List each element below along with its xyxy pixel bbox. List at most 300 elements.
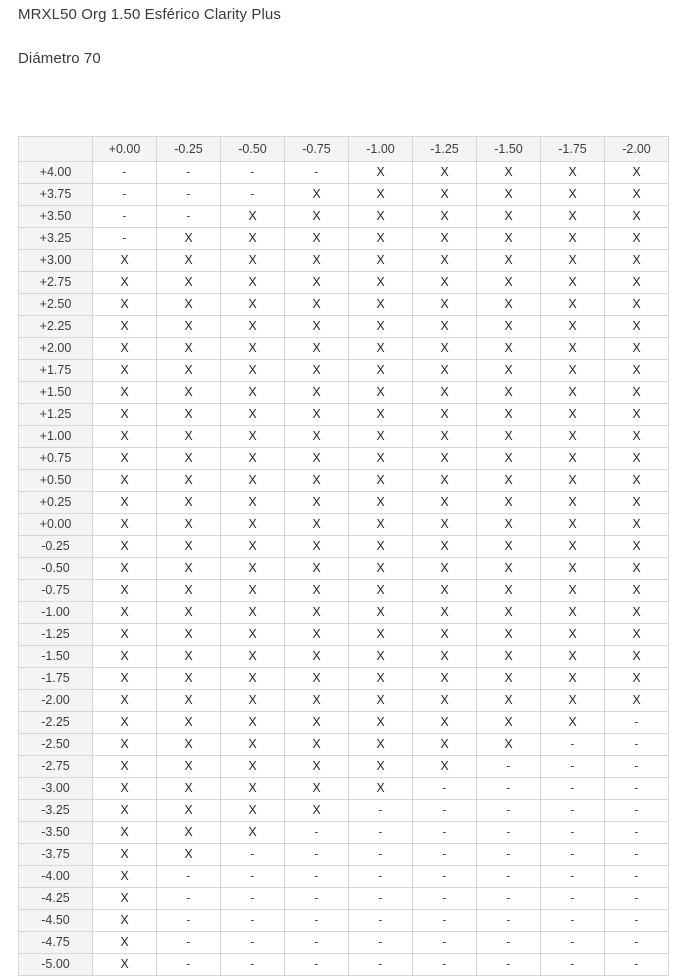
matrix-cell-available: X	[285, 734, 349, 756]
table-row	[19, 558, 669, 580]
matrix-cell-available: X	[477, 250, 541, 272]
matrix-col-header: -0.50	[221, 137, 285, 162]
matrix-cell-available: X	[605, 426, 669, 448]
matrix-cell-available: X	[285, 360, 349, 382]
matrix-cell-unavailable: -	[541, 822, 605, 844]
matrix-cell-available: X	[157, 250, 221, 272]
matrix-cell-unavailable: -	[477, 866, 541, 888]
matrix-cell-unavailable: -	[477, 756, 541, 778]
matrix-cell-unavailable: -	[605, 800, 669, 822]
matrix-cell-available: X	[93, 492, 157, 514]
matrix-cell-available: X	[349, 536, 413, 558]
matrix-cell-unavailable: -	[349, 866, 413, 888]
matrix-cell-available: X	[221, 492, 285, 514]
matrix-cell-unavailable: -	[605, 756, 669, 778]
matrix-row-header: +4.00	[19, 162, 93, 184]
matrix-cell-available: X	[157, 294, 221, 316]
matrix-cell-unavailable: -	[477, 822, 541, 844]
matrix-cell-unavailable: -	[157, 206, 221, 228]
matrix-cell-unavailable: -	[349, 910, 413, 932]
matrix-cell-available: X	[541, 228, 605, 250]
matrix-cell-available: X	[605, 250, 669, 272]
matrix-cell-available: X	[541, 426, 605, 448]
matrix-cell-available: X	[477, 316, 541, 338]
matrix-row-header: -4.25	[19, 888, 93, 910]
matrix-cell-available: X	[541, 316, 605, 338]
matrix-cell-available: X	[541, 294, 605, 316]
matrix-cell-available: X	[349, 162, 413, 184]
matrix-cell-available: X	[605, 206, 669, 228]
table-row	[19, 756, 669, 778]
matrix-cell-unavailable: -	[541, 800, 605, 822]
matrix-cell-available: X	[221, 734, 285, 756]
matrix-cell-available: X	[413, 294, 477, 316]
matrix-cell-available: X	[605, 448, 669, 470]
matrix-cell-unavailable: -	[349, 888, 413, 910]
matrix-cell-available: X	[157, 822, 221, 844]
matrix-cell-available: X	[605, 360, 669, 382]
matrix-row-header: -0.75	[19, 580, 93, 602]
matrix-row-header: -0.25	[19, 536, 93, 558]
matrix-cell-available: X	[541, 382, 605, 404]
matrix-cell-unavailable: -	[413, 822, 477, 844]
matrix-cell-available: X	[93, 338, 157, 360]
matrix-cell-available: X	[413, 668, 477, 690]
matrix-cell-unavailable: -	[413, 888, 477, 910]
matrix-cell-available: X	[93, 778, 157, 800]
matrix-cell-available: X	[541, 580, 605, 602]
matrix-cell-available: X	[413, 162, 477, 184]
matrix-cell-available: X	[349, 184, 413, 206]
matrix-cell-available: X	[349, 206, 413, 228]
matrix-cell-unavailable: -	[413, 866, 477, 888]
matrix-cell-available: X	[349, 558, 413, 580]
matrix-cell-available: X	[349, 602, 413, 624]
matrix-cell-available: X	[285, 646, 349, 668]
matrix-cell-unavailable: -	[285, 844, 349, 866]
matrix-cell-available: X	[285, 404, 349, 426]
matrix-row-header: -3.50	[19, 822, 93, 844]
matrix-cell-available: X	[93, 888, 157, 910]
table-row	[19, 360, 669, 382]
matrix-row-header: +1.50	[19, 382, 93, 404]
matrix-cell-available: X	[605, 646, 669, 668]
matrix-cell-unavailable: -	[221, 888, 285, 910]
table-row	[19, 470, 669, 492]
matrix-cell-available: X	[221, 800, 285, 822]
matrix-cell-available: X	[605, 272, 669, 294]
matrix-cell-available: X	[93, 668, 157, 690]
matrix-row-header: +2.75	[19, 272, 93, 294]
table-row	[19, 844, 669, 866]
table-row	[19, 184, 669, 206]
matrix-cell-available: X	[285, 448, 349, 470]
matrix-cell-available: X	[541, 668, 605, 690]
matrix-cell-available: X	[157, 756, 221, 778]
matrix-cell-available: X	[477, 162, 541, 184]
matrix-cell-available: X	[157, 316, 221, 338]
matrix-cell-unavailable: -	[605, 778, 669, 800]
matrix-cell-available: X	[221, 206, 285, 228]
matrix-cell-available: X	[93, 470, 157, 492]
matrix-cell-available: X	[413, 250, 477, 272]
matrix-cell-available: X	[477, 404, 541, 426]
matrix-row-header: -1.25	[19, 624, 93, 646]
matrix-cell-unavailable: -	[157, 888, 221, 910]
matrix-row-header: -2.75	[19, 756, 93, 778]
matrix-cell-available: X	[477, 184, 541, 206]
matrix-cell-unavailable: -	[221, 184, 285, 206]
matrix-cell-available: X	[157, 668, 221, 690]
matrix-cell-available: X	[413, 712, 477, 734]
matrix-cell-available: X	[349, 426, 413, 448]
matrix-cell-available: X	[221, 712, 285, 734]
matrix-cell-available: X	[93, 822, 157, 844]
matrix-row-header: +0.75	[19, 448, 93, 470]
matrix-cell-available: X	[285, 514, 349, 536]
matrix-cell-available: X	[93, 954, 157, 976]
matrix-cell-available: X	[349, 492, 413, 514]
matrix-col-header: -1.25	[413, 137, 477, 162]
table-row	[19, 294, 669, 316]
matrix-cell-available: X	[285, 228, 349, 250]
matrix-cell-unavailable: -	[349, 800, 413, 822]
matrix-cell-available: X	[349, 360, 413, 382]
matrix-cell-available: X	[413, 536, 477, 558]
matrix-cell-available: X	[477, 382, 541, 404]
matrix-row-header: -1.50	[19, 646, 93, 668]
availability-matrix-container	[18, 136, 668, 976]
matrix-row-header: -2.25	[19, 712, 93, 734]
matrix-cell-available: X	[605, 668, 669, 690]
matrix-cell-available: X	[285, 294, 349, 316]
matrix-cell-available: X	[285, 426, 349, 448]
table-row	[19, 954, 669, 976]
matrix-cell-available: X	[349, 382, 413, 404]
matrix-cell-unavailable: -	[221, 932, 285, 954]
matrix-row-header: -4.75	[19, 932, 93, 954]
matrix-cell-unavailable: -	[285, 866, 349, 888]
matrix-cell-available: X	[477, 294, 541, 316]
table-row	[19, 448, 669, 470]
matrix-cell-available: X	[221, 536, 285, 558]
table-row	[19, 866, 669, 888]
matrix-cell-available: X	[605, 162, 669, 184]
matrix-cell-available: X	[157, 448, 221, 470]
table-row	[19, 690, 669, 712]
matrix-cell-available: X	[157, 228, 221, 250]
matrix-cell-available: X	[93, 536, 157, 558]
matrix-row-header: +3.75	[19, 184, 93, 206]
matrix-cell-unavailable: -	[605, 712, 669, 734]
matrix-cell-available: X	[221, 316, 285, 338]
table-row	[19, 404, 669, 426]
matrix-cell-unavailable: -	[541, 932, 605, 954]
matrix-row-header: -3.25	[19, 800, 93, 822]
matrix-cell-available: X	[221, 514, 285, 536]
matrix-cell-unavailable: -	[157, 910, 221, 932]
matrix-cell-available: X	[413, 756, 477, 778]
matrix-row-header: -4.50	[19, 910, 93, 932]
matrix-cell-available: X	[285, 206, 349, 228]
matrix-cell-available: X	[605, 382, 669, 404]
matrix-cell-unavailable: -	[221, 162, 285, 184]
matrix-cell-available: X	[477, 668, 541, 690]
table-row	[19, 580, 669, 602]
matrix-row-header: +1.75	[19, 360, 93, 382]
matrix-cell-available: X	[349, 646, 413, 668]
matrix-cell-available: X	[157, 470, 221, 492]
matrix-cell-available: X	[349, 668, 413, 690]
matrix-cell-available: X	[285, 492, 349, 514]
matrix-cell-available: X	[285, 756, 349, 778]
matrix-cell-unavailable: -	[605, 932, 669, 954]
matrix-cell-available: X	[221, 360, 285, 382]
matrix-cell-available: X	[221, 426, 285, 448]
matrix-cell-available: X	[605, 602, 669, 624]
matrix-cell-available: X	[541, 404, 605, 426]
matrix-cell-available: X	[157, 382, 221, 404]
matrix-row-header: -2.00	[19, 690, 93, 712]
matrix-cell-available: X	[221, 338, 285, 360]
matrix-cell-available: X	[285, 800, 349, 822]
matrix-row-header: +3.00	[19, 250, 93, 272]
matrix-cell-available: X	[285, 602, 349, 624]
matrix-cell-available: X	[93, 844, 157, 866]
matrix-cell-available: X	[93, 404, 157, 426]
matrix-cell-available: X	[93, 624, 157, 646]
matrix-cell-available: X	[477, 426, 541, 448]
matrix-cell-available: X	[221, 668, 285, 690]
matrix-cell-unavailable: -	[285, 888, 349, 910]
matrix-cell-available: X	[285, 624, 349, 646]
matrix-cell-available: X	[541, 690, 605, 712]
matrix-cell-available: X	[93, 272, 157, 294]
matrix-cell-available: X	[413, 470, 477, 492]
matrix-cell-available: X	[605, 690, 669, 712]
matrix-cell-available: X	[349, 756, 413, 778]
matrix-cell-available: X	[93, 734, 157, 756]
matrix-cell-available: X	[541, 536, 605, 558]
matrix-row-header: +2.25	[19, 316, 93, 338]
matrix-cell-unavailable: -	[157, 184, 221, 206]
matrix-cell-unavailable: -	[541, 954, 605, 976]
matrix-cell-available: X	[349, 294, 413, 316]
matrix-cell-available: X	[541, 602, 605, 624]
matrix-cell-available: X	[349, 338, 413, 360]
matrix-cell-available: X	[349, 228, 413, 250]
matrix-cell-available: X	[413, 184, 477, 206]
matrix-row-header: -1.75	[19, 668, 93, 690]
table-row	[19, 778, 669, 800]
matrix-cell-available: X	[477, 536, 541, 558]
matrix-cell-available: X	[477, 712, 541, 734]
matrix-cell-unavailable: -	[477, 778, 541, 800]
matrix-cell-available: X	[413, 624, 477, 646]
matrix-cell-unavailable: -	[221, 844, 285, 866]
matrix-cell-unavailable: -	[349, 954, 413, 976]
matrix-cell-available: X	[285, 558, 349, 580]
matrix-cell-available: X	[413, 690, 477, 712]
table-row	[19, 250, 669, 272]
matrix-cell-unavailable: -	[541, 734, 605, 756]
matrix-cell-unavailable: -	[541, 756, 605, 778]
matrix-cell-unavailable: -	[477, 954, 541, 976]
matrix-cell-available: X	[349, 624, 413, 646]
matrix-cell-unavailable: -	[541, 910, 605, 932]
matrix-cell-available: X	[93, 690, 157, 712]
table-row	[19, 228, 669, 250]
matrix-cell-available: X	[605, 470, 669, 492]
matrix-cell-unavailable: -	[157, 866, 221, 888]
matrix-cell-unavailable: -	[157, 954, 221, 976]
matrix-cell-available: X	[285, 536, 349, 558]
table-row	[19, 646, 669, 668]
matrix-row-header: +0.25	[19, 492, 93, 514]
matrix-cell-available: X	[221, 382, 285, 404]
matrix-cell-available: X	[413, 646, 477, 668]
matrix-cell-unavailable: -	[541, 844, 605, 866]
matrix-cell-available: X	[605, 338, 669, 360]
matrix-cell-available: X	[349, 272, 413, 294]
matrix-cell-available: X	[93, 646, 157, 668]
page-title: MRXL50 Org 1.50 Esférico Clarity Plus	[18, 6, 281, 23]
matrix-cell-available: X	[93, 448, 157, 470]
matrix-cell-unavailable: -	[93, 206, 157, 228]
matrix-cell-unavailable: -	[157, 932, 221, 954]
matrix-cell-available: X	[157, 580, 221, 602]
matrix-row-header: +3.50	[19, 206, 93, 228]
matrix-cell-unavailable: -	[157, 162, 221, 184]
matrix-cell-available: X	[477, 514, 541, 536]
matrix-cell-available: X	[541, 448, 605, 470]
matrix-cell-available: X	[221, 250, 285, 272]
matrix-cell-available: X	[413, 404, 477, 426]
matrix-cell-available: X	[477, 624, 541, 646]
matrix-cell-available: X	[477, 558, 541, 580]
matrix-cell-available: X	[477, 646, 541, 668]
matrix-cell-unavailable: -	[413, 778, 477, 800]
matrix-cell-available: X	[221, 294, 285, 316]
matrix-row-header: +3.25	[19, 228, 93, 250]
matrix-cell-available: X	[477, 690, 541, 712]
matrix-cell-available: X	[285, 778, 349, 800]
matrix-cell-available: X	[285, 250, 349, 272]
matrix-cell-available: X	[541, 624, 605, 646]
table-row	[19, 316, 669, 338]
matrix-cell-available: X	[349, 470, 413, 492]
matrix-cell-available: X	[157, 690, 221, 712]
matrix-cell-available: X	[157, 734, 221, 756]
table-row	[19, 822, 669, 844]
matrix-row-header: +1.00	[19, 426, 93, 448]
matrix-cell-available: X	[541, 360, 605, 382]
matrix-cell-available: X	[93, 910, 157, 932]
matrix-col-header: -2.00	[605, 137, 669, 162]
matrix-row-header: +2.00	[19, 338, 93, 360]
matrix-cell-unavailable: -	[541, 778, 605, 800]
matrix-cell-available: X	[541, 646, 605, 668]
matrix-cell-available: X	[605, 536, 669, 558]
matrix-col-header: -1.50	[477, 137, 541, 162]
matrix-cell-unavailable: -	[477, 800, 541, 822]
matrix-cell-available: X	[349, 690, 413, 712]
matrix-cell-available: X	[477, 492, 541, 514]
table-row	[19, 800, 669, 822]
matrix-cell-available: X	[221, 272, 285, 294]
matrix-col-header: -0.75	[285, 137, 349, 162]
matrix-cell-available: X	[221, 404, 285, 426]
matrix-cell-available: X	[93, 382, 157, 404]
matrix-header-row	[19, 137, 669, 162]
matrix-row-header: -1.00	[19, 602, 93, 624]
matrix-cell-available: X	[605, 580, 669, 602]
matrix-cell-available: X	[349, 404, 413, 426]
matrix-cell-unavailable: -	[349, 822, 413, 844]
matrix-cell-available: X	[541, 492, 605, 514]
matrix-cell-available: X	[477, 338, 541, 360]
table-row	[19, 734, 669, 756]
matrix-cell-available: X	[541, 558, 605, 580]
matrix-cell-unavailable: -	[605, 954, 669, 976]
matrix-cell-unavailable: -	[413, 844, 477, 866]
matrix-cell-unavailable: -	[605, 822, 669, 844]
matrix-cell-available: X	[413, 382, 477, 404]
matrix-cell-unavailable: -	[285, 932, 349, 954]
table-row	[19, 932, 669, 954]
matrix-cell-unavailable: -	[285, 822, 349, 844]
matrix-cell-available: X	[605, 492, 669, 514]
matrix-cell-available: X	[157, 558, 221, 580]
matrix-row-header: -2.50	[19, 734, 93, 756]
matrix-cell-available: X	[413, 492, 477, 514]
matrix-cell-available: X	[221, 756, 285, 778]
matrix-cell-available: X	[349, 580, 413, 602]
matrix-cell-available: X	[477, 470, 541, 492]
matrix-cell-available: X	[349, 778, 413, 800]
matrix-cell-available: X	[221, 580, 285, 602]
matrix-cell-available: X	[93, 712, 157, 734]
matrix-cell-available: X	[605, 404, 669, 426]
table-row	[19, 492, 669, 514]
matrix-col-header: +0.00	[93, 137, 157, 162]
matrix-head	[19, 137, 669, 162]
matrix-cell-available: X	[477, 360, 541, 382]
matrix-cell-available: X	[221, 558, 285, 580]
matrix-cell-unavailable: -	[413, 954, 477, 976]
matrix-cell-unavailable: -	[605, 844, 669, 866]
matrix-cell-available: X	[605, 558, 669, 580]
matrix-cell-available: X	[605, 228, 669, 250]
matrix-cell-unavailable: -	[605, 910, 669, 932]
matrix-row-header: -3.75	[19, 844, 93, 866]
matrix-cell-available: X	[605, 316, 669, 338]
matrix-cell-available: X	[93, 294, 157, 316]
matrix-cell-available: X	[413, 206, 477, 228]
matrix-row-header: -5.00	[19, 954, 93, 976]
matrix-cell-unavailable: -	[541, 866, 605, 888]
matrix-cell-unavailable: -	[413, 910, 477, 932]
matrix-cell-available: X	[157, 338, 221, 360]
table-row	[19, 426, 669, 448]
table-row	[19, 206, 669, 228]
matrix-cell-available: X	[413, 338, 477, 360]
matrix-cell-available: X	[605, 514, 669, 536]
matrix-cell-available: X	[541, 162, 605, 184]
matrix-cell-available: X	[413, 734, 477, 756]
matrix-cell-available: X	[221, 646, 285, 668]
matrix-cell-unavailable: -	[285, 910, 349, 932]
